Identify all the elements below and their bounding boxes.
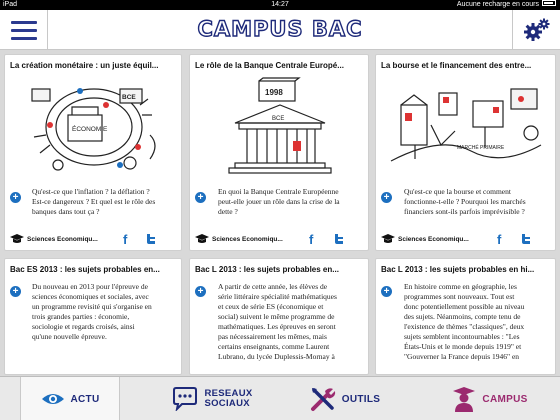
tab-actu[interactable]: [20, 377, 120, 420]
tab-outils[interactable]: [300, 377, 390, 420]
illustration-label: ÉCONOMIE: [72, 126, 108, 133]
tab-label-line: SOCIAUX: [204, 398, 250, 409]
description-line: trois grandes parties : économie,: [32, 312, 130, 321]
description-line: des sujets. Néanmoins, compte tenu de: [404, 312, 521, 321]
card-illustration: [381, 75, 550, 179]
bottom-tab-bar: [0, 376, 560, 420]
tools-icon: [310, 386, 336, 412]
battery-label: Aucune recharge en cours: [456, 1, 539, 8]
card-illustration: [195, 75, 363, 179]
card-description: [218, 187, 340, 217]
category-label: Sciences Economiqu...: [398, 236, 469, 243]
card-description: [218, 282, 337, 362]
description-line: l'existence de thèmes "classiques", deux: [404, 322, 525, 331]
description-line: financiers sont-ils parfois imprévisible ?: [404, 207, 525, 216]
description-line: "Gouverner la France depuis 1946" en: [404, 352, 520, 361]
article-card[interactable]: [4, 258, 182, 375]
app-title: CAMPUS BAC: [197, 17, 363, 41]
description-line: donc potentiellement possible au niveau: [404, 302, 525, 311]
tab-label: [204, 389, 252, 409]
description-line: un programme revisité qui s'organise en: [32, 302, 152, 311]
description-line: Du nouveau en 2013 pour l'épreuve de: [32, 282, 148, 291]
description-line: États-Unis et le monde depuis 1919" et: [404, 342, 522, 351]
tab-label: OUTILS: [341, 393, 381, 405]
illustration-label: 1998: [265, 88, 283, 97]
illustration-label: BCE: [272, 116, 285, 122]
card-title: Bac L 2013 : les sujets probables en hi...: [381, 265, 535, 274]
category-label: Sciences Economiqu...: [27, 236, 98, 243]
video-card[interactable]: [189, 54, 369, 251]
tab-label: ACTU: [70, 393, 100, 405]
card-description: [404, 282, 524, 362]
description-line: social) suivent le même programme de: [218, 312, 335, 321]
illustration-label: BCE: [122, 94, 136, 101]
more-info-icon[interactable]: +: [381, 192, 392, 203]
graduation-cap-icon: [10, 234, 24, 244]
description-line: A partir de cette année, les élèves de: [218, 282, 328, 291]
video-card[interactable]: [4, 54, 182, 251]
card-description: [32, 187, 155, 217]
settings-button[interactable]: [512, 10, 560, 50]
video-card[interactable]: [375, 54, 556, 251]
battery-icon: [542, 0, 556, 6]
twitter-icon[interactable]: [519, 233, 531, 245]
description-line: En histoire comme en géographie, les: [404, 282, 517, 291]
category-label: Sciences Economiqu...: [212, 236, 283, 243]
card-footer: [10, 232, 176, 248]
description-line: sujets semblent incontournables : "Les: [404, 332, 520, 341]
app-header: [0, 10, 560, 50]
more-info-icon[interactable]: +: [381, 286, 392, 297]
description-line: qu'une nouvelle épreuve.: [32, 332, 107, 341]
card-footer: [195, 232, 363, 248]
stock-market-illustration: [381, 75, 552, 179]
tab-label: CAMPUS: [482, 393, 528, 405]
status-bar: [0, 0, 560, 10]
facebook-icon[interactable]: f: [497, 232, 502, 247]
app-logo: [0, 17, 560, 41]
description-line: peut-elle jouer un rôle dans la crise de la: [218, 197, 340, 206]
description-line: et ceux de série ES (économique et: [218, 302, 324, 311]
description-line: pas nécessairement les mêmes, mais: [218, 332, 327, 341]
description-line: banques dans tout ça ?: [32, 207, 100, 216]
more-info-icon[interactable]: +: [195, 192, 206, 203]
description-line: En quoi la Banque Centrale Européenne: [218, 187, 339, 196]
card-description: [404, 187, 526, 217]
article-card[interactable]: [375, 258, 556, 375]
more-info-icon[interactable]: +: [10, 286, 21, 297]
card-title: Le rôle de la Banque Centrale Europé...: [195, 61, 344, 70]
card-title: Bac L 2013 : les sujets probables en...: [195, 265, 339, 274]
card-description: [32, 282, 152, 342]
central-bank-illustration: [195, 75, 365, 179]
facebook-icon[interactable]: f: [309, 232, 314, 247]
card-title: Bac ES 2013 : les sujets probables en...: [10, 265, 160, 274]
card-title: La bourse et le financement des entre...: [381, 61, 532, 70]
card-title: La création monétaire : un juste équil...: [10, 61, 159, 70]
tab-label-line: RESEAUX: [204, 388, 253, 399]
description-line: programmes sont nouveaux. Tout est: [404, 292, 515, 301]
article-card[interactable]: [189, 258, 369, 375]
description-line: Qu'est-ce que l'inflation ? la déflation ?: [32, 187, 150, 196]
more-info-icon[interactable]: +: [10, 192, 21, 203]
device-label: iPad: [3, 1, 18, 8]
description-line: dette ?: [218, 207, 238, 216]
graduation-cap-icon: [195, 234, 209, 244]
twitter-icon[interactable]: [144, 233, 156, 245]
chat-icon: [172, 387, 198, 411]
facebook-icon[interactable]: f: [123, 232, 128, 247]
more-info-icon[interactable]: +: [195, 286, 206, 297]
tab-campus[interactable]: [440, 377, 540, 420]
illustration-label: MARCHÉ PRIMAIRE: [457, 145, 505, 151]
battery-status: [457, 0, 556, 10]
description-line: Qu'est-ce que la bourse et comment: [404, 187, 511, 196]
money-cycle-illustration: [10, 75, 178, 179]
description-line: série littéraire spécialité mathématiques: [218, 292, 337, 301]
gears-icon: [523, 17, 551, 43]
clock: 14:27: [271, 1, 289, 8]
description-line: Est-ce dangereux ? Et quel est le rôle des: [32, 197, 156, 206]
tab-reseaux-sociaux[interactable]: [160, 377, 265, 420]
description-line: sociologie et regards croisés, ainsi: [32, 322, 135, 331]
twitter-icon[interactable]: [332, 233, 344, 245]
description-line: sciences économiques et sociales, avec: [32, 292, 149, 301]
graduate-icon: [452, 386, 476, 412]
card-footer: [381, 232, 550, 248]
news-grid: [0, 51, 560, 375]
description-line: mathématiques. Les épreuves en seront: [218, 322, 336, 331]
card-illustration: [10, 75, 176, 179]
eye-icon: [41, 392, 65, 406]
description-line: Lubrano, du lycée Duplessis-Mornay à: [218, 352, 335, 361]
description-line: certains enseignants, comme Laurent: [218, 342, 330, 351]
description-line: fonctionne-t-elle ? Pourquoi les marchés: [404, 197, 526, 206]
graduation-cap-icon: [381, 234, 395, 244]
